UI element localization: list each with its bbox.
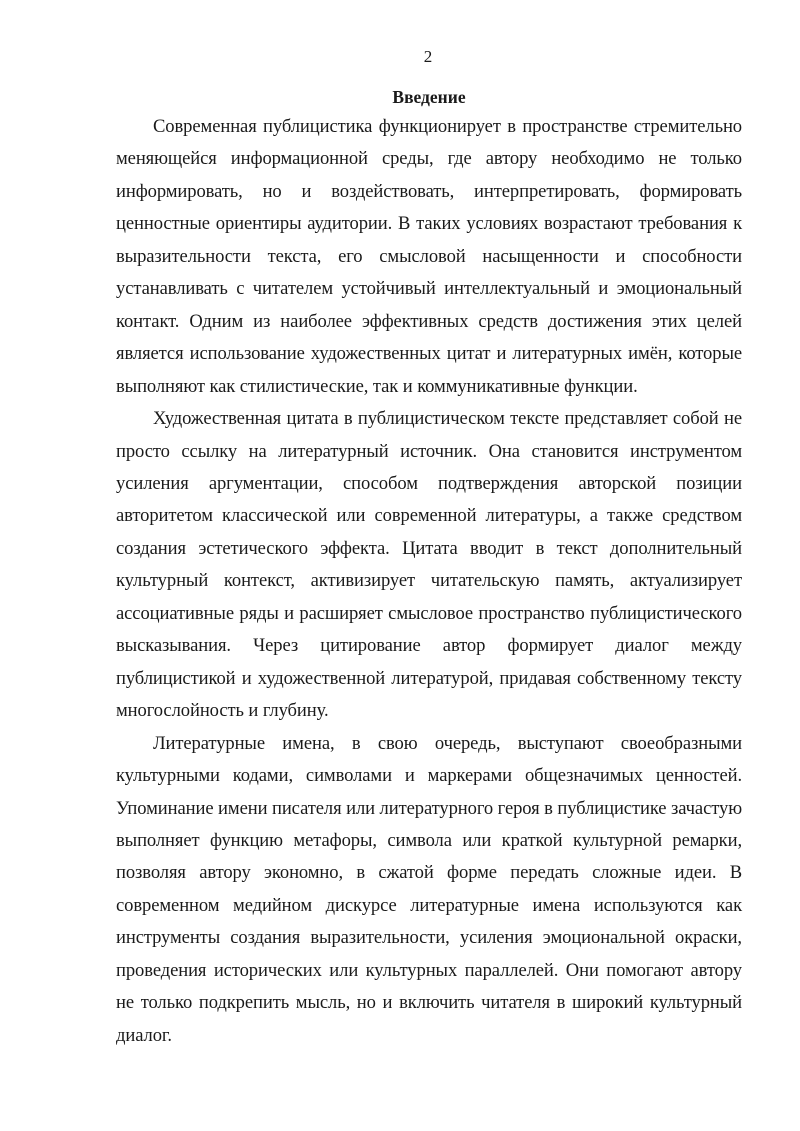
section-heading: Введение (392, 87, 466, 107)
paragraph-2: Художественная цитата в публицистическом тексте представляет собой не просто ссылку на литературный источник. Она становится инструментом усиления аргументации, способом подтверждения авторской позиции авторитетом классической или современной литературы, а также средством создания эстетического эффекта. Цитата вводит в текст дополнительный культурный контекст, активизирует читательскую память, актуализирует ассоциативные ряды и расширяет смысловое пространство публицистического высказывания. Через цитирование автор формирует диалог между публицистикой и художественной литературой, придавая собственному тексту многослойность и глубину. (116, 408, 742, 722)
paragraph-1: Современная публицистика функционирует в пространстве стремительно меняющейся информационной среды, где автору необходимо не только информировать, но и воздействовать, интерпретировать, формировать ценностные ориентиры аудитории. В таких условиях возрастают требования к выразительности текста, его смысловой насыщенности и способности устанавливать с читателем устойчивый интеллектуальный и эмоциональный контакт. Одним из наиболее эффективных средств достижения этих целей является использование художественных цитат и литературных имён, которые выполняют как стилистические, так и коммуникативные функции. (116, 116, 742, 397)
paragraph-3: Литературные имена, в свою очередь, выступают своеобразными культурными кодами, символами и маркерами общезначимых ценностей. Упоминание имени писателя или литературного героя в публицистике зачастую выполняет функцию метафоры, символа или краткой культурной ремарки, позволяя автору экономно, в сжатой форме передать сложные идеи. В современном медийном дискурсе литературные имена используются как инструменты создания выразительности, усиления эмоциональной окраски, проведения исторических или культурных параллелей. Они помогают автору не только подкрепить мысль, но и включить читателя в широкий культурный диалог. (116, 732, 742, 1046)
page-content (116, 83, 742, 1052)
page-number: 2 (423, 47, 433, 66)
